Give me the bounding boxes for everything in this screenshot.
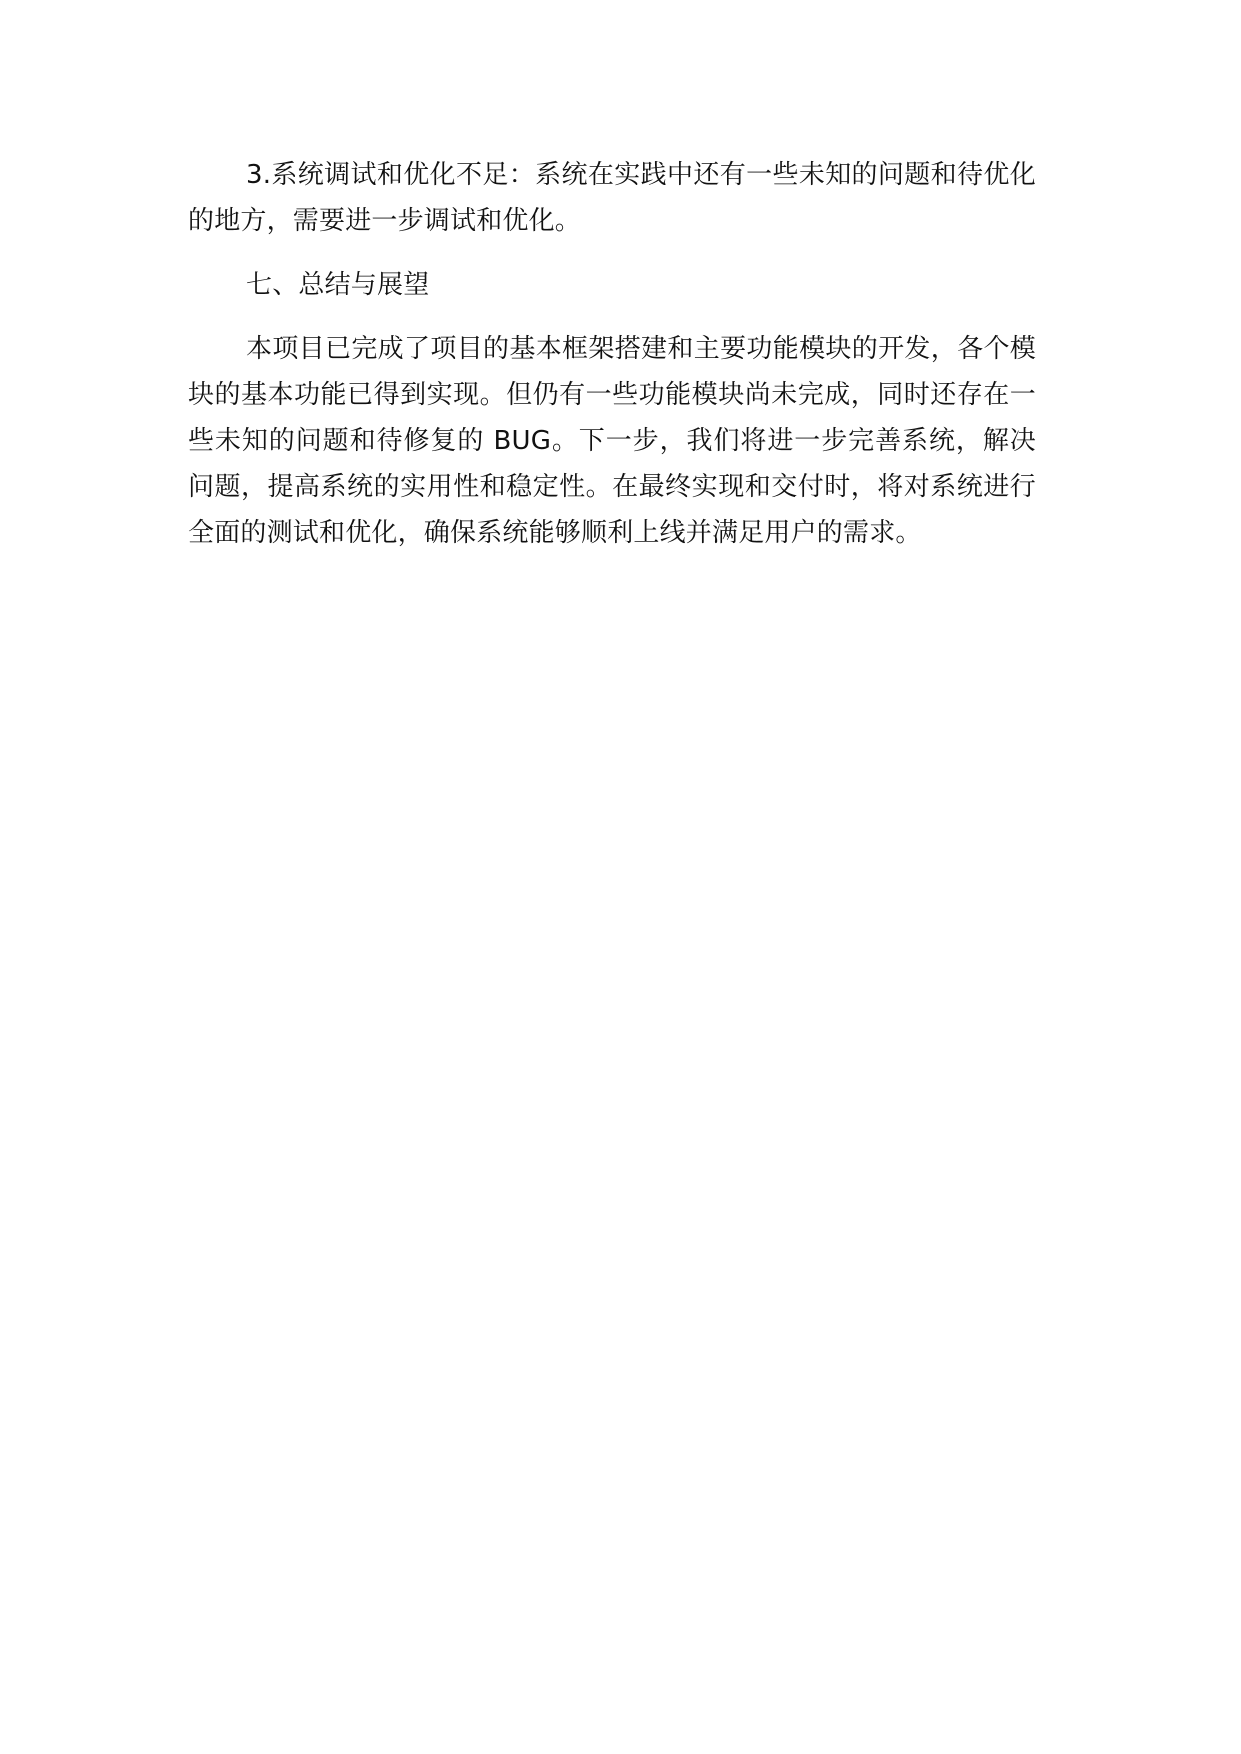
summary-paragraph: 本项目已完成了项目的基本框架搭建和主要功能模块的开发，各个模块的基本功能已得到实现。但仍有一些功能模块尚未完成，同时还存在一些未知的问题和待修复的 BUG。下一步，我们将进一步完善系统，解决问题，提高系统的实用性和稳定性。在最终实现和交付时，将对系统进行全面的测试和优化，确保系统能够顺利上线并满足用户的需求。	[188, 334, 1036, 548]
paragraph-system-debugging: 3.系统调试和优化不足：系统在实践中还有一些未知的问题和待优化的地方，需要进一步调试和优化。	[188, 160, 1036, 236]
document-body	[188, 152, 1036, 574]
section-heading: 七、总结与展望	[246, 270, 430, 300]
